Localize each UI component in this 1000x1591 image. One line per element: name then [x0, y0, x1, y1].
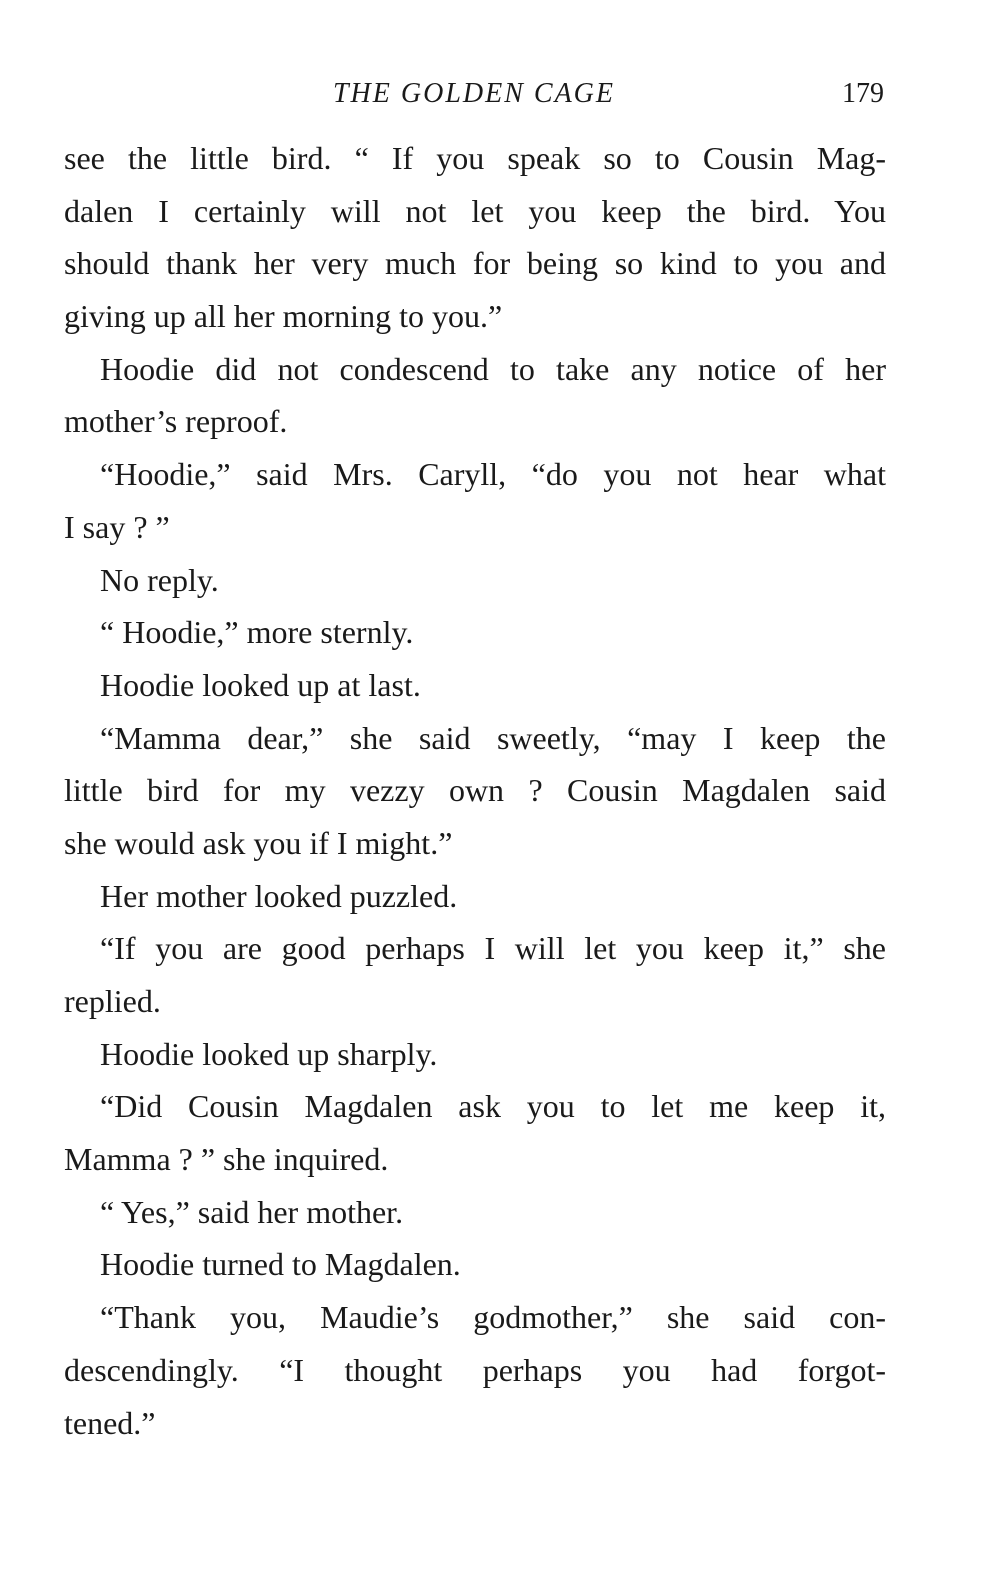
text-line: mother’s reproof.: [64, 403, 288, 440]
text-line: Mamma ? ” she inquired.: [64, 1141, 389, 1178]
text-line: “If you are good perhaps I will let you keep it,” she: [100, 930, 886, 967]
running-title: THE GOLDEN CAGE: [332, 78, 615, 109]
text-line: little bird for my vezzy own ? Cousin Magdalen said: [64, 772, 886, 809]
text-line: see the little bird. “ If you speak so to Cousin Mag-: [64, 140, 886, 176]
text-line: descendingly. “I thought perhaps you had forgot-: [64, 1351, 886, 1388]
text-line: Hoodie looked up at last.: [100, 666, 421, 703]
text-line: dalen I certainly will not let you keep the bird. You: [64, 192, 886, 229]
text-line: should thank her very much for being so kind to you and: [64, 245, 886, 282]
page-header: [64, 78, 884, 118]
text-line: Hoodie turned to Magdalen.: [100, 1246, 461, 1283]
text-line: “Thank you, Maudie’s godmother,” she said con-: [100, 1299, 886, 1336]
text-line: “Mamma dear,” she said sweetly, “may I keep the: [100, 719, 886, 756]
text-line: I say ? ”: [64, 508, 170, 545]
text-line: “ Hoodie,” more sternly.: [100, 614, 414, 651]
text-line: “Hoodie,” said Mrs. Caryll, “do you not hear what: [100, 456, 886, 493]
text-line: tened.”: [64, 1404, 156, 1441]
text-line: “Did Cousin Magdalen ask you to let me keep it,: [100, 1088, 886, 1125]
text-line: Her mother looked puzzled.: [100, 877, 458, 914]
text-line: replied.: [64, 983, 161, 1019]
text-line: she would ask you if I might.”: [64, 824, 453, 861]
body-text: [64, 132, 886, 1449]
text-line: giving up all her morning to you.”: [64, 298, 503, 335]
text-line: No reply.: [100, 561, 219, 598]
text-line: “ Yes,” said her mother.: [100, 1193, 404, 1230]
text-line: Hoodie did not condescend to take any notice of her: [100, 350, 886, 387]
text-line: Hoodie looked up sharply.: [100, 1035, 438, 1072]
page-number: 179: [842, 78, 884, 109]
